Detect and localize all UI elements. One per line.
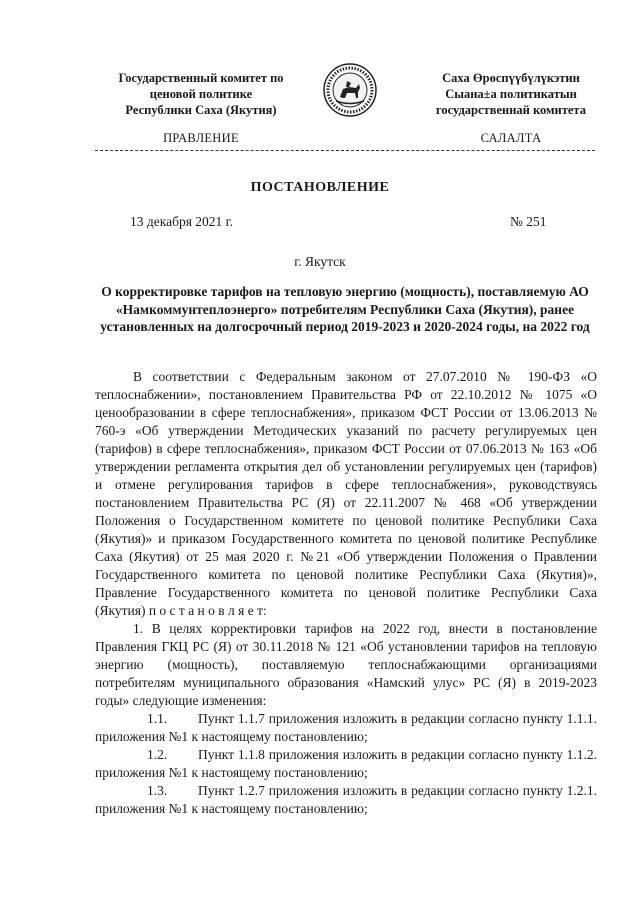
left-org-name: [95, 70, 307, 118]
document-city: г. Якутск: [294, 254, 346, 269]
preamble-paragraph: В соответствии с Федеральным законом от 27.07.2010 № 190-ФЗ «О теплоснабжении», постановлением Правительства РФ от 22.10.2012 № 1075 «О ценообразовании в сфере теплоснабжения», приказом ФСТ России от 13.06.2013 № 760-э «Об утверждении Методических указаний по расчету регулируемых цен (тарифов) в сфере теплоснабжения», приказом ФСТ России от 07.06.2013 № 163 «Об утверждении регламента открытия дел об установлении регулируемых цен (тарифов) и отмене регулирования тарифов в сфере теплоснабжения», руководствуясь постановлением Правительства РС (Я) от 22.11.2007 № 468 «Об утверждении Положения о Государственном комитете по ценовой политике Республики Саха (Якутия)» и приказом Государственного комитета по ценовой политике Республике Саха (Якутия) от 25 мая 2020 г. №21 «Об утверждении Положения о Правлении Государственного комитета по ценовой политике Республики Саха (Якутия)», Правление Государственного комитета по ценовой политике Республики Саха (Якутия) п о с т а н о в л я е т:: [95, 369, 597, 618]
clause-1-paragraph: 1. В целях корректировки тарифов на 2022 год, внести в постановление Правления ГКЦ РС (Я) от 30.11.2018 № 121 «Об установлении тарифов на тепловую энергию (мощность), поставляемую теплоснабжающими организациями потребителям муниципального образования «Намский улус» РС (Я) в 2019-2023 годы» следующие изменения:: [95, 621, 597, 708]
document-type-heading: ПОСТАНОВЛЕНИЕ: [250, 180, 390, 195]
subclause-paragraph: 1.2. Пункт 1.1.8 приложения изложить в редакции согласно пункту 1.1.2. приложения №1 к настоящему постановлению;: [95, 747, 597, 780]
coat-of-arms-emblem: [316, 62, 384, 118]
right-board-label: САЛАЛТА: [480, 131, 542, 145]
document-number: № 251: [510, 214, 547, 229]
right-org-line: государственнай комитета: [436, 103, 586, 117]
document-title: О корректировке тарифов на тепловую энергию (мощность), поставляемую АО «Намкоммунтеплоэнерго» потребителям Республики Саха (Якутия), ранее установленных на долгосрочный период 2019-2023 и 2020-2024 годы, на 2022 год: [100, 284, 590, 334]
right-org-name: [405, 70, 617, 118]
left-board-label: ПРАВЛЕНИЕ: [163, 131, 239, 145]
document-body: [95, 368, 597, 818]
subclause-paragraph: 1.1. Пункт 1.1.7 приложения изложить в редакции согласно пункту 1.1.1. приложения №1 к настоящему постановлению;: [95, 711, 597, 744]
left-org-line: Республики Саха (Якутия): [125, 103, 277, 117]
subclause-paragraph: 1.3. Пункт 1.2.7 приложения изложить в редакции согласно пункту 1.2.1. приложения №1 к настоящему постановлению;: [95, 783, 597, 816]
left-org-line: ценовой политике: [149, 87, 253, 101]
left-org-line: Государственный комитет по: [118, 71, 284, 85]
document-date: 13 декабря 2021 г.: [130, 214, 234, 229]
right-org-line: Сыана±а политикатын: [445, 87, 577, 101]
right-org-line: Саха Өрөспүүбүлүкэтин: [442, 71, 580, 85]
header-separator-line: [95, 150, 595, 151]
